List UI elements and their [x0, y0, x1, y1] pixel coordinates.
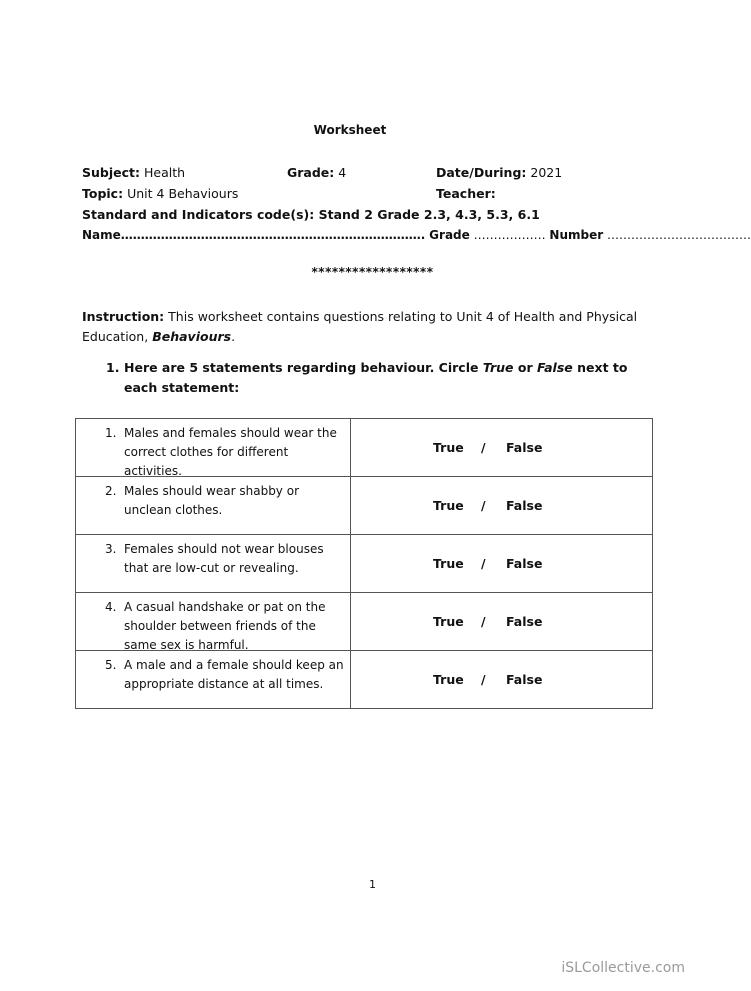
option-divider: / [481, 671, 486, 687]
answer-cell [351, 419, 653, 477]
true-option[interactable]: True [433, 613, 464, 629]
answer-cell [351, 477, 653, 535]
table-row [76, 419, 653, 477]
true-option[interactable]: True [433, 439, 464, 455]
name-label: Name…………………………………………………………………. [82, 228, 426, 242]
true-option[interactable]: True [433, 671, 464, 687]
option-divider: / [481, 555, 486, 571]
statement-number: 2. [105, 484, 117, 498]
number-label: Number [549, 228, 604, 242]
answer-cell [351, 651, 653, 709]
true-option[interactable]: True [433, 555, 464, 571]
name-row [82, 228, 751, 242]
table-row [76, 651, 653, 709]
statement-number: 5. [105, 658, 117, 672]
page-number: 1 [369, 878, 376, 891]
statement-cell [76, 651, 351, 709]
grade-row [287, 165, 346, 180]
false-option[interactable]: False [506, 613, 543, 629]
grade-line-label: Grade [429, 228, 470, 242]
standard-row [82, 207, 540, 222]
option-divider: / [481, 613, 486, 629]
statement-text: Males should wear shabby or unclean clothes. [124, 484, 299, 517]
question-text-a: Here are 5 statements regarding behaviour. Circle [124, 360, 479, 375]
statement-text: A male and a female should keep an appropriate distance at all times. [124, 658, 344, 691]
question-number: 1. [106, 360, 120, 375]
statement-number: 4. [105, 600, 117, 614]
option-divider: / [481, 497, 486, 513]
date-label: Date/During: [436, 165, 527, 180]
instruction-label: Instruction: [82, 309, 165, 324]
statement-number: 1. [105, 426, 117, 440]
answer-cell [351, 593, 653, 651]
date-value: 2021 [530, 165, 563, 180]
instruction-end: . [231, 329, 236, 344]
watermark: iSLCollective.com [561, 960, 685, 976]
worksheet-title: Worksheet [313, 123, 387, 137]
statement-cell [76, 535, 351, 593]
grade-label: Grade: [287, 165, 335, 180]
topic-value: Unit 4 Behaviours [127, 186, 239, 201]
teacher-label: Teacher: [436, 186, 496, 201]
date-row [436, 165, 562, 180]
grade-value: 4 [338, 165, 347, 180]
option-divider: / [481, 439, 486, 455]
statement-text: Males and females should wear the correct clothes for different activities. [124, 426, 337, 478]
topic-row [82, 186, 238, 201]
statement-cell [76, 477, 351, 535]
subject-row [82, 165, 185, 180]
teacher-row [436, 186, 496, 201]
question-false-word: False [537, 360, 573, 375]
statement-number: 3. [105, 542, 117, 556]
standard-label: Standard and Indicators code(s): [82, 207, 315, 222]
table-row [76, 535, 653, 593]
question-or-word: or [517, 360, 533, 375]
question-text-b: next to each statement: [124, 360, 628, 395]
statement-cell [76, 593, 351, 651]
table-row [76, 477, 653, 535]
instruction-text: This worksheet contains questions relating to Unit 4 of Health and Physical Education, [82, 309, 638, 344]
true-false-table [75, 418, 653, 709]
true-option[interactable]: True [433, 497, 464, 513]
question-text [124, 358, 658, 398]
question-true-word: True [482, 360, 514, 375]
instruction-emphasis: Behaviours [152, 329, 232, 344]
false-option[interactable]: False [506, 497, 543, 513]
false-option[interactable]: False [506, 671, 543, 687]
topic-label: Topic: [82, 186, 124, 201]
table-row [76, 593, 653, 651]
standard-value: Stand 2 Grade 2.3, 4.3, 5.3, 6.1 [318, 207, 540, 222]
grade-line-dots: ……………… [473, 228, 546, 242]
statement-text: A casual handshake or pat on the shoulder between friends of the same sex is harmful. [124, 600, 326, 652]
instruction-paragraph [82, 307, 662, 347]
statement-text: Females should not wear blouses that are low-cut or revealing. [124, 542, 324, 575]
subject-label: Subject: [82, 165, 140, 180]
answer-cell [351, 535, 653, 593]
separator-stars: ****************** [311, 265, 434, 279]
subject-value: Health [143, 165, 186, 180]
false-option[interactable]: False [506, 555, 543, 571]
statement-cell [76, 419, 351, 477]
false-option[interactable]: False [506, 439, 543, 455]
number-dots: ……………………………… [607, 228, 751, 242]
